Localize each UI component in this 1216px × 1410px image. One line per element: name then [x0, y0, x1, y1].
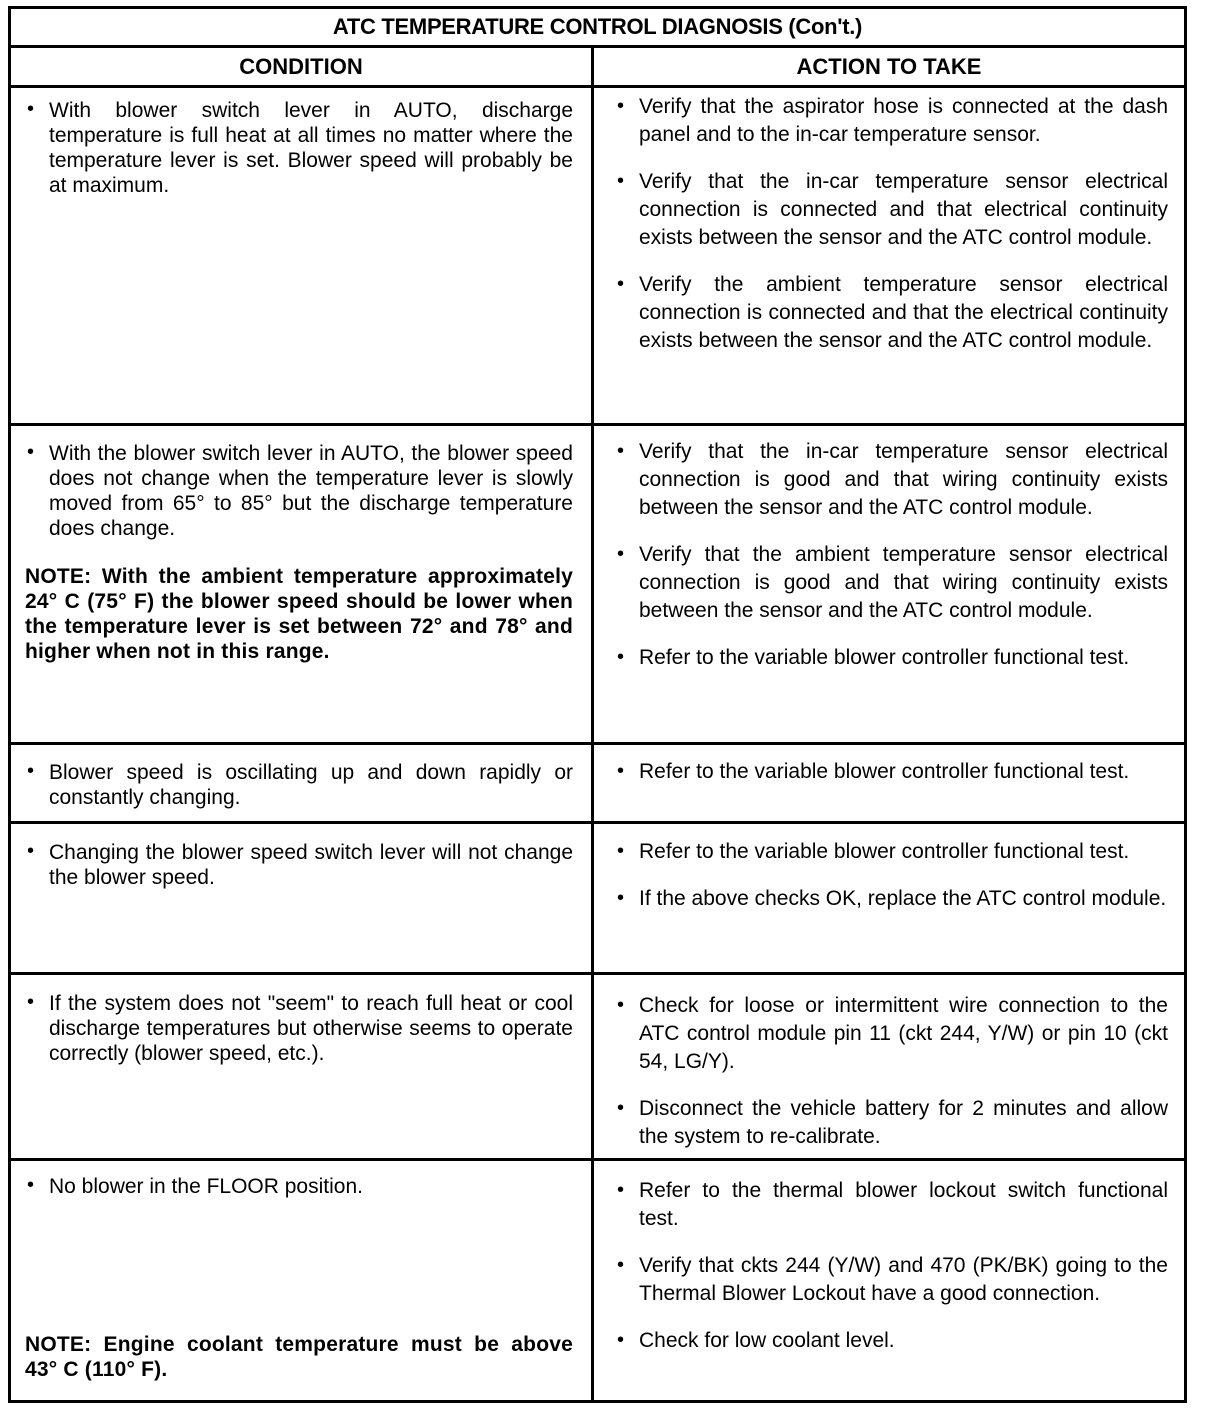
- diagnosis-table: [8, 6, 1187, 1403]
- action-cell-3: [615, 758, 1168, 805]
- action-item: • Verify that the in-car temperature sensor electrical connection is good and that wiring continuity exists between the sensor and the ATC control module.: [615, 438, 1168, 522]
- action-item: • Verify that the in-car temperature sensor electrical connection is connected and that electrical continuity exists between the sensor and the ATC control module.: [615, 168, 1168, 252]
- condition-note-cell-6: [25, 1332, 573, 1382]
- condition-text-5: • If the system does not "seem" to reach full heat or cool discharge temperatures but otherwise seems to operate correctly (blower speed, etc.).: [25, 991, 573, 1066]
- action-item: • Refer to the variable blower controller functional test.: [615, 838, 1168, 866]
- column-divider: [591, 48, 594, 1403]
- row-divider: [11, 821, 1184, 824]
- row-divider: [11, 423, 1184, 426]
- condition-text-3: • Blower speed is oscillating up and down rapidly or constantly changing.: [25, 760, 573, 810]
- action-item: • Verify the ambient temperature sensor electrical connection is connected and that the electrical continuity exists between the sensor and the ATC control module.: [615, 271, 1168, 355]
- action-item: • Refer to the variable blower controller functional test.: [615, 758, 1168, 786]
- action-cell-4: [615, 838, 1168, 932]
- condition-note-2: NOTE: With the ambient temperature approximately 24° C (75° F) the blower speed should be lower when the temperature lever is set between 72° and 78° and higher when not in this range.: [25, 565, 573, 663]
- action-item: • Verify that ckts 244 (Y/W) and 470 (PK/BK) going to the Thermal Blower Lockout have a good connection.: [615, 1252, 1168, 1308]
- condition-header: CONDITION: [11, 48, 591, 88]
- condition-text-6: • No blower in the FLOOR position.: [25, 1174, 573, 1199]
- action-cell-6: [615, 1177, 1168, 1374]
- action-item: • Check for low coolant level.: [615, 1327, 1168, 1355]
- action-item: • If the above checks OK, replace the ATC control module.: [615, 885, 1168, 913]
- condition-text-2: • With the blower switch lever in AUTO, the blower speed does not change when the temperature lever is slowly moved from 65° to 85° but the discharge temperature does change.: [25, 441, 573, 541]
- action-item: • Refer to the variable blower controller functional test.: [615, 644, 1168, 672]
- action-item: • Verify that the ambient temperature sensor electrical connection is good and that wiring continuity exists between the sensor and the ATC control module.: [615, 541, 1168, 625]
- condition-note-6: NOTE: Engine coolant temperature must be above 43° C (110° F).: [25, 1333, 573, 1381]
- condition-cell-2: [25, 441, 573, 664]
- action-header: ACTION TO TAKE: [594, 48, 1184, 88]
- action-cell-2: [615, 438, 1168, 691]
- action-cell-1: [615, 93, 1168, 374]
- condition-cell-1: [25, 98, 573, 198]
- row-divider: [11, 972, 1184, 975]
- action-item: • Verify that the aspirator hose is connected at the dash panel and to the in-car temperature sensor.: [615, 93, 1168, 149]
- action-item: • Disconnect the vehicle battery for 2 minutes and allow the system to re-calibrate.: [615, 1095, 1168, 1151]
- action-item: • Refer to the thermal blower lockout switch functional test.: [615, 1177, 1168, 1233]
- condition-text-4: • Changing the blower speed switch lever will not change the blower speed.: [25, 840, 573, 890]
- condition-cell-5: [25, 991, 573, 1066]
- row-divider: [11, 742, 1184, 745]
- condition-text-1: • With blower switch lever in AUTO, discharge temperature is full heat at all times no matter where the temperature lever is set. Blower speed will probably be at maximum.: [25, 98, 573, 198]
- table-title: ATC TEMPERATURE CONTROL DIAGNOSIS (Con't.): [11, 9, 1184, 48]
- action-item: • Check for loose or intermittent wire connection to the ATC control module pin 11 (ckt 244, Y/W) or pin 10 (ckt 54, LG/Y).: [615, 992, 1168, 1076]
- action-cell-5: [615, 992, 1168, 1170]
- condition-cell-4: [25, 840, 573, 890]
- condition-cell-3: [25, 760, 573, 810]
